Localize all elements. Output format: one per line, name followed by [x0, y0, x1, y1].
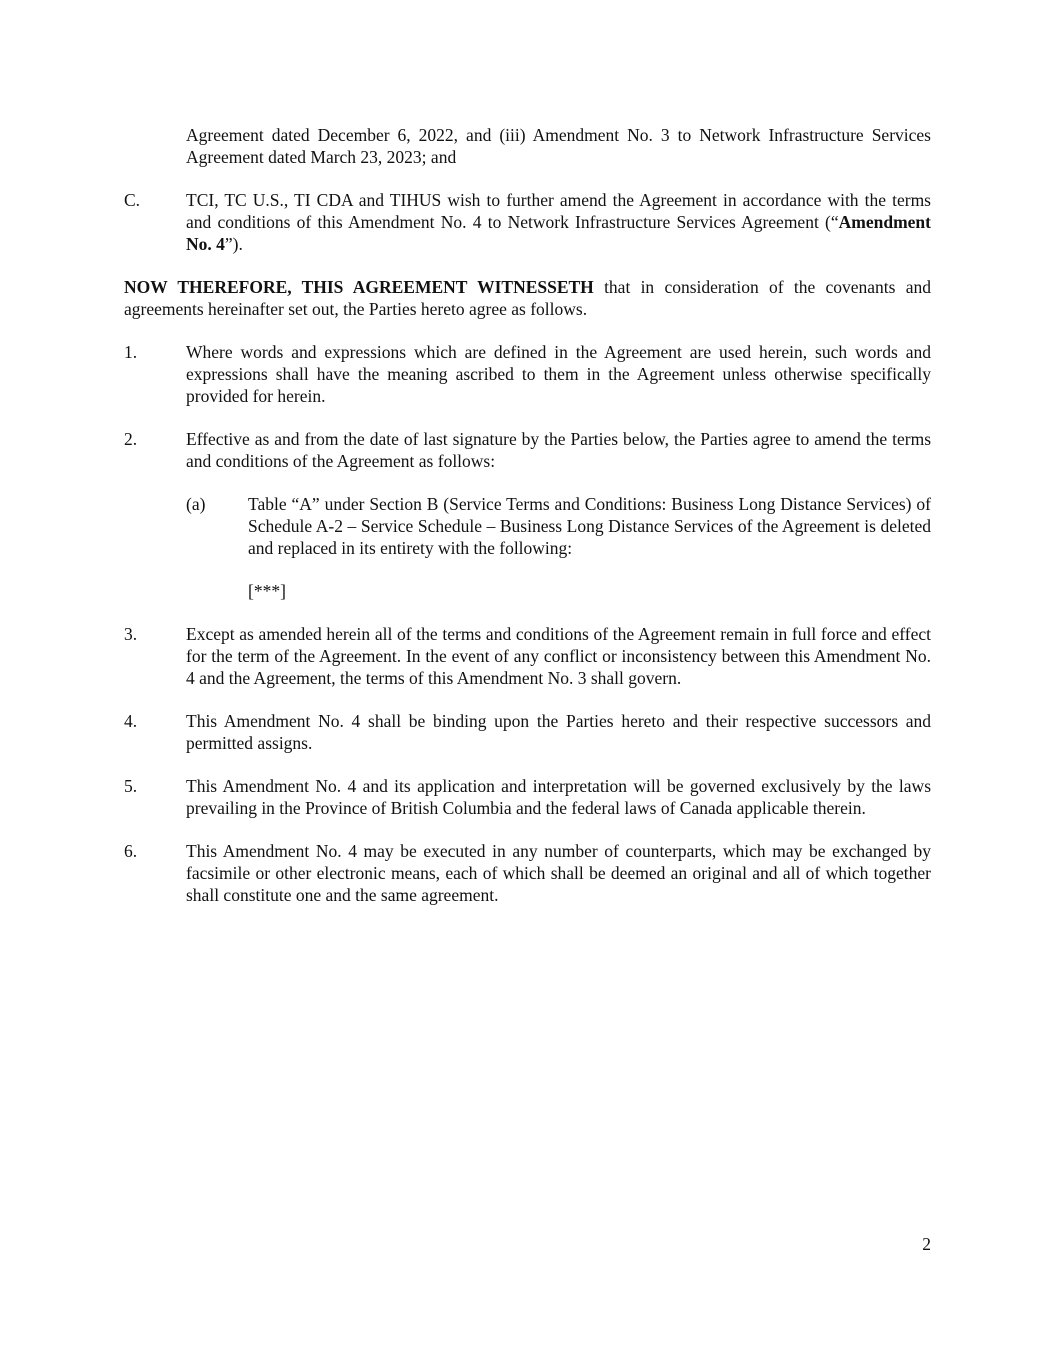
section-text: Where words and expressions which are defined in the Agreement are used herein, such words and expressions shall have the meaning ascribed to them in the Agreement unless otherwise specifically provided for herein. [186, 342, 931, 406]
section-number: 4. [124, 711, 138, 731]
witnesseth-paragraph [124, 276, 931, 320]
recital-c-close: ”). [224, 234, 243, 254]
witnesseth-text: that in consideration of the covenants and agreements hereinafter set out, the Parties hereto agree as follows. [124, 277, 931, 319]
section-text: This Amendment No. 4 shall be binding upon the Parties hereto and their respective successors and permitted assigns. [186, 711, 931, 753]
recital-c-body: TCI, TC U.S., TI CDA and TIHUS wish to further amend the Agreement in accordance with the terms and conditions of this Amendment No. 4 to Network Infrastructure Services Agreement (“ [186, 190, 931, 232]
recital-b-continuation: Agreement dated December 6, 2022, and (iii) Amendment No. 3 to Network Infrastructure Services Agreement dated March 23, 2023; and [186, 125, 931, 167]
section-text: Effective as and from the date of last signature by the Parties below, the Parties agree to amend the terms and conditions of the Agreement as follows: [186, 429, 931, 471]
section-text: This Amendment No. 4 may be executed in any number of counterparts, which may be exchanged by facsimile or other electronic means, each of which shall be deemed an original and all of which together shall constitute one and the same agreement. [186, 841, 931, 905]
subsection-label: (a) [186, 494, 206, 514]
subsection-a [186, 493, 931, 559]
recital-c [124, 189, 931, 255]
section-text: Except as amended herein all of the terms and conditions of the Agreement remain in full force and effect for the term of the Agreement. In the event of any conflict or inconsistency between this Amendment No. 4 and the Agreement, the terms of this Amendment No. 3 shall govern. [186, 624, 931, 688]
section-number: 1. [124, 342, 138, 362]
section-1 [124, 341, 931, 407]
page-content [124, 124, 931, 906]
recital-c-text [186, 189, 931, 255]
redacted-placeholder: [***] [248, 581, 286, 601]
section-4 [124, 710, 931, 754]
recital-c-label: C. [124, 190, 141, 210]
section-2 [124, 428, 931, 472]
witnesseth-heading: NOW THEREFORE, THIS AGREEMENT WITNESSETH [124, 277, 594, 297]
section-number: 2. [124, 429, 138, 449]
section-5 [124, 775, 931, 819]
section-number: 6. [124, 841, 138, 861]
subsection-text: Table “A” under Section B (Service Terms and Conditions: Business Long Distance Services) of Schedule A-2 – Service Schedule – Business Long Distance Services of the Agreement is deleted and replaced in its entirety with the following: [248, 494, 931, 558]
section-number: 3. [124, 624, 138, 644]
section-3 [124, 623, 931, 689]
section-text: This Amendment No. 4 and its application and interpretation will be governed exclusively by the laws prevailing in the Province of British Columbia and the federal laws of Canada applicable therein. [186, 776, 931, 818]
section-number: 5. [124, 776, 138, 796]
section-6 [124, 840, 931, 906]
defined-term: Amendment No. 4 [186, 212, 931, 254]
page-number: 2 [922, 1234, 931, 1254]
